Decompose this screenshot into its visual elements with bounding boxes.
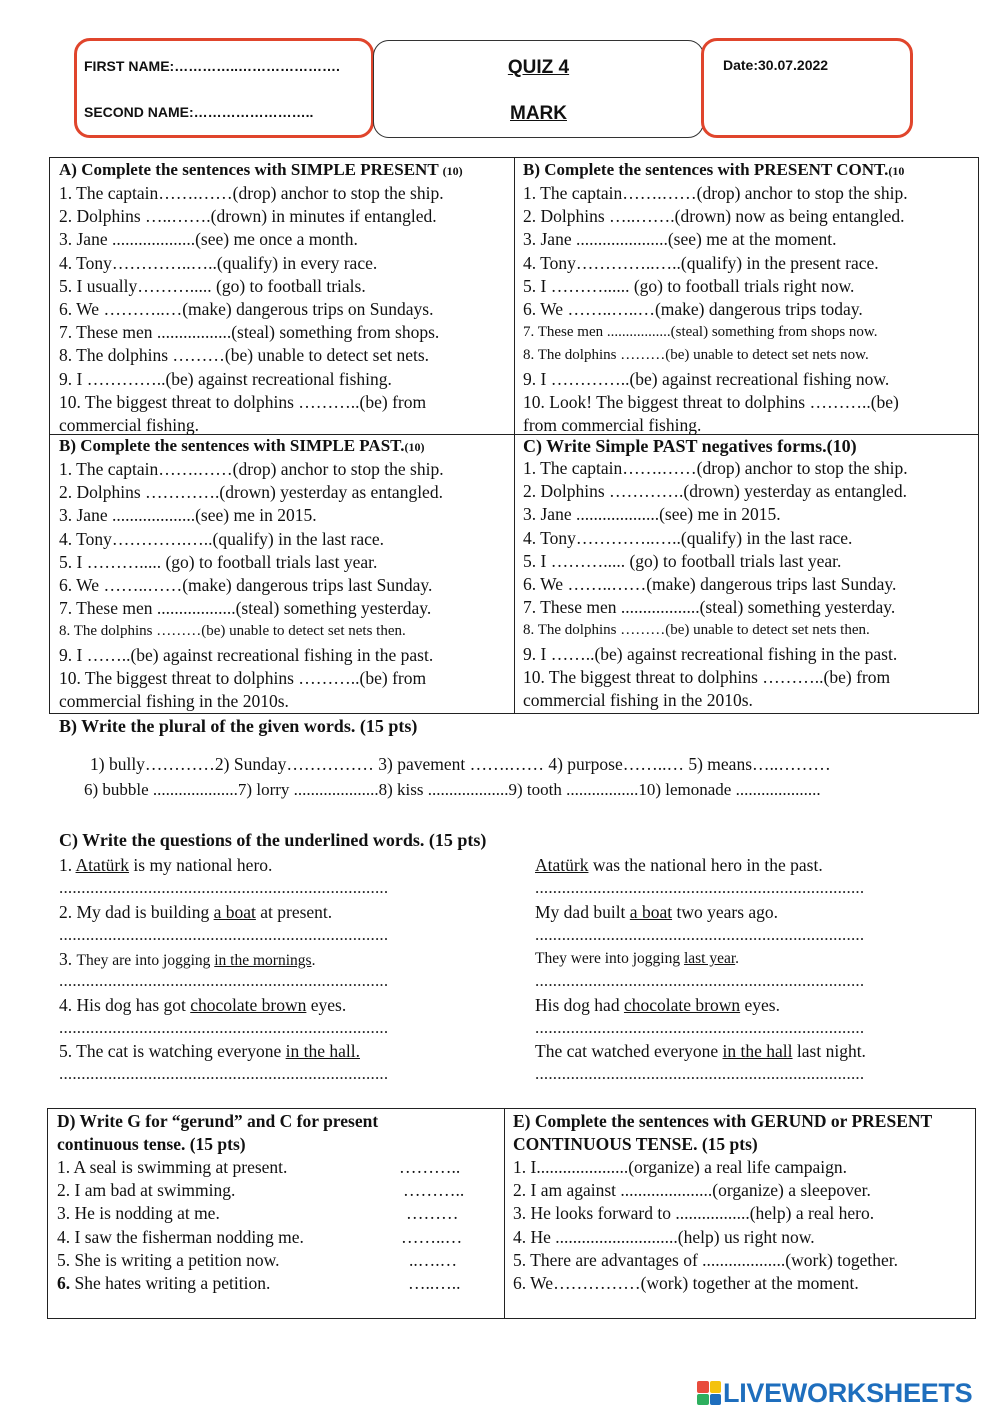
exercise-line: commercial fishing in the 2010s. bbox=[59, 691, 289, 712]
gerund-row: 1. A seal is swimming at present. ……….. bbox=[57, 1156, 497, 1179]
name-box bbox=[74, 38, 374, 138]
simple-past-section bbox=[59, 435, 511, 713]
answer-line[interactable]: .......................................................................... bbox=[535, 1018, 865, 1037]
answer-line[interactable]: .......................................................................... bbox=[535, 971, 865, 990]
exercise-line[interactable]: 3. Jane ...................(see) me in 2015. bbox=[523, 504, 781, 525]
simple-present-section bbox=[59, 159, 511, 437]
exercise-line[interactable]: 4. Tony…………..…..(qualify) in every race. bbox=[59, 252, 378, 273]
gerund-row: 2. I am bad at swimming. ……….. bbox=[57, 1179, 497, 1202]
exercise-line[interactable]: 5. There are advantages of ...................(work) together. bbox=[513, 1249, 899, 1270]
gerund-row: 4. I saw the fisherman nodding me. ……..… bbox=[57, 1226, 497, 1249]
exercise-line[interactable]: 2. Dolphins ………….(drown) yesterday as entangled. bbox=[523, 481, 907, 502]
present-continuous-title: B) Complete the sentences with PRESENT CONT.(10 bbox=[523, 160, 905, 179]
exercise-line[interactable]: 10. Look! The biggest threat to dolphins ………..(be) bbox=[523, 391, 899, 412]
gerund-complete-section bbox=[513, 1110, 973, 1295]
answer-blank[interactable]: ……….. bbox=[399, 1157, 461, 1177]
quiz-box bbox=[373, 40, 704, 138]
plural-line-1[interactable]: 1) bully…………2) Sunday…………… 3) pavement …….…… 4) purpose……..… 5) means…..……… bbox=[90, 754, 831, 774]
question-prompt-5-left: 5. The cat is watching everyone in the hall. bbox=[59, 1041, 360, 1061]
date-box bbox=[701, 38, 913, 138]
gerund-row: 3. He is nodding at me. ……… bbox=[57, 1202, 497, 1225]
exercise-line[interactable]: 6. We ……..……(make) dangerous trips last Sunday. bbox=[523, 574, 897, 595]
exercise-line[interactable]: 1. The captain…….……(drop) anchor to stop the ship. bbox=[523, 458, 908, 478]
gerund-identify-title: D) Write G for “gerund” and C for present continuous tense. (15 pts) bbox=[57, 1111, 379, 1154]
question-prompt-2-left: 2. My dad is building a boat at present. bbox=[59, 902, 333, 922]
exercise-line[interactable]: 9. I ……..(be) against recreational fishing in the past. bbox=[523, 643, 898, 664]
exercise-line[interactable]: 6. We……………(work) together at the moment. bbox=[513, 1273, 859, 1294]
second-name-label[interactable]: SECOND NAME:…………………….. bbox=[84, 104, 314, 120]
gerund-row: 6. She hates writing a petition. …..….. bbox=[57, 1272, 497, 1295]
logo-text: LIVEWORKSHEETS bbox=[723, 1377, 973, 1408]
exercise-line[interactable]: 10. The biggest threat to dolphins ………..(be) from bbox=[523, 666, 891, 687]
answer-line[interactable]: .......................................................................... bbox=[59, 1064, 389, 1083]
exercise-line[interactable]: 4. Tony…………..…..(qualify) in the present race. bbox=[523, 252, 879, 273]
question-prompt-4-right: His dog had chocolate brown eyes. bbox=[535, 995, 780, 1015]
simple-present-title: A) Complete the sentences with SIMPLE PRESENT (10) bbox=[59, 160, 463, 179]
exercise-line[interactable]: 7. These men ..................(steal) something yesterday. bbox=[523, 597, 896, 618]
exercise-line[interactable]: 7. These men .................(steal) something from shops now. bbox=[523, 324, 878, 341]
exercise-line[interactable]: 7. These men ..................(steal) something yesterday. bbox=[59, 598, 432, 619]
past-negative-section bbox=[523, 435, 975, 712]
exercise-line[interactable]: 5. I usually………..... (go) to football trials. bbox=[59, 275, 366, 296]
answer-line[interactable]: .......................................................................... bbox=[535, 1064, 865, 1083]
liveworksheets-logo bbox=[697, 1377, 973, 1408]
gerund-complete-title: E) Complete the sentences with GERUND or PRESENT CONTINUOUS TENSE. (15 pts) bbox=[513, 1111, 932, 1154]
exercise-line[interactable]: 5. I ………..... (go) to football trials last year. bbox=[59, 551, 378, 572]
exercise-line[interactable]: 9. I …………..(be) against recreational fishing now. bbox=[523, 368, 890, 389]
answer-line[interactable]: .......................................................................... bbox=[59, 971, 389, 990]
exercise-line[interactable]: 6. We ……..……(make) dangerous trips last Sunday. bbox=[59, 575, 433, 596]
exercise-line[interactable]: 2. Dolphins …..…….(drown) now as being entangled. bbox=[523, 206, 905, 227]
exercise-line[interactable]: 8. The dolphins ………(be) unable to detect set nets then. bbox=[523, 622, 870, 639]
exercise-line[interactable]: 6. We ………..…(make) dangerous trips on Sundays. bbox=[59, 299, 434, 320]
answer-line[interactable]: .......................................................................... bbox=[535, 925, 865, 944]
first-name-label[interactable]: FIRST NAME:…………..…………………. bbox=[84, 58, 340, 74]
exercise-line[interactable]: 8. The dolphins ………(be) unable to detect set nets then. bbox=[59, 623, 406, 640]
question-prompt-4-left: 4. His dog has got chocolate brown eyes. bbox=[59, 995, 347, 1015]
answer-blank[interactable]: …..….. bbox=[408, 1272, 461, 1293]
exercise-line[interactable]: 1. The captain…….……(drop) anchor to stop the ship. bbox=[59, 183, 444, 203]
exercise-line[interactable]: 1. I.....................(organize) a real life campaign. bbox=[513, 1157, 847, 1177]
question-prompt-1-left: 1. Atatürk is my national hero. bbox=[59, 855, 273, 875]
exercise-line[interactable]: 9. I ……..(be) against recreational fishing in the past. bbox=[59, 644, 434, 665]
exercise-line[interactable]: 3. Jane ...................(see) me in 2015. bbox=[59, 505, 317, 526]
exercise-line[interactable]: 10. The biggest threat to dolphins ………..(be) from bbox=[59, 667, 427, 688]
question-prompt-3-left: 3. They are into jogging in the mornings. bbox=[59, 949, 316, 969]
exercise-line[interactable]: 8. The dolphins ………(be) unable to detect set nets. bbox=[59, 345, 430, 366]
exercise-line[interactable]: 2. Dolphins …..…….(drown) in minutes if entangled. bbox=[59, 206, 437, 227]
gerund-row: 5. She is writing a petition now. ..….… bbox=[57, 1249, 497, 1272]
past-negative-title: C) Write Simple PAST negatives forms.(10) bbox=[523, 436, 857, 456]
answer-blank[interactable]: ……….. bbox=[403, 1180, 465, 1201]
answer-line[interactable]: .......................................................................... bbox=[59, 878, 389, 897]
answer-blank[interactable]: ..….… bbox=[409, 1249, 458, 1270]
question-prompt-2-right: My dad built a boat two years ago. bbox=[535, 902, 779, 922]
exercise-line[interactable]: 8. The dolphins ………(be) unable to detect set nets now. bbox=[523, 347, 869, 364]
mark-label[interactable]: MARK bbox=[510, 103, 567, 124]
exercise-line: commercial fishing in the 2010s. bbox=[523, 690, 753, 711]
exercise-line[interactable]: 7. These men .................(steal) something from shops. bbox=[59, 322, 440, 343]
question-prompt-5-right: The cat watched everyone in the hall last night. bbox=[535, 1041, 866, 1061]
exercise-line: commercial fishing. bbox=[59, 415, 199, 436]
exercise-line[interactable]: 6. We ……..…..…(make) dangerous trips today. bbox=[523, 299, 863, 320]
answer-line[interactable]: .......................................................................... bbox=[59, 925, 389, 944]
answer-line[interactable]: .......................................................................... bbox=[59, 1018, 389, 1037]
question-prompt-1-right: Atatürk was the national hero in the past. bbox=[535, 855, 823, 875]
plural-line-2[interactable]: 6) bubble ....................7) lorry ....................8) kiss ...................9) tooth .................10) lemonade .................... bbox=[84, 780, 821, 799]
exercise-line[interactable]: 3. He looks forward to .................(help) a real hero. bbox=[513, 1203, 875, 1224]
table-divider-vertical bbox=[514, 157, 515, 714]
exercise-line[interactable]: 3. Jane ...................(see) me once a month. bbox=[59, 229, 358, 250]
exercise-line[interactable]: 10. The biggest threat to dolphins ………..(be) from bbox=[59, 391, 427, 412]
answer-line[interactable]: .......................................................................... bbox=[535, 878, 865, 897]
exercise-line[interactable]: 5. I ………..... (go) to football trials last year. bbox=[523, 550, 842, 571]
exercise-line[interactable]: 9. I …………..(be) against recreational fishing. bbox=[59, 368, 392, 389]
exercise-line[interactable]: 4. Tony…………..…..(qualify) in the last race. bbox=[523, 527, 853, 548]
questions-section-title: C) Write the questions of the underlined words. (15 pts) bbox=[59, 830, 487, 850]
table-divider-vertical bbox=[504, 1108, 505, 1319]
simple-past-title: B) Complete the sentences with SIMPLE PAST.(10) bbox=[59, 436, 425, 455]
exercise-line: from commercial fishing. bbox=[523, 415, 702, 436]
exercise-line[interactable]: 5. I ………...... (go) to football trials right now. bbox=[523, 275, 855, 296]
gerund-identify-section bbox=[57, 1110, 497, 1295]
answer-blank[interactable]: ……… bbox=[406, 1203, 459, 1224]
quiz-title: QUIZ 4 bbox=[507, 57, 570, 78]
plural-section-title: B) Write the plural of the given words. (15 pts) bbox=[59, 716, 418, 736]
answer-blank[interactable]: ……..… bbox=[401, 1226, 463, 1247]
exercise-line[interactable]: 1. The captain…….……(drop) anchor to stop the ship. bbox=[59, 459, 444, 479]
exercise-line[interactable]: 1. The captain…….……(drop) anchor to stop the ship. bbox=[523, 183, 908, 203]
logo-icon bbox=[697, 1381, 721, 1405]
present-continuous-section bbox=[523, 159, 975, 437]
exercise-line[interactable]: 3. Jane .....................(see) me at the moment. bbox=[523, 229, 837, 250]
exercise-line[interactable]: 2. Dolphins ………….(drown) yesterday as entangled. bbox=[59, 482, 443, 503]
question-prompt-3-right: They were into jogging last year. bbox=[535, 950, 740, 967]
exercise-line[interactable]: 2. I am against .....................(organize) a sleepover. bbox=[513, 1180, 871, 1201]
exercise-line[interactable]: 4. Tony………….…..(qualify) in the last race. bbox=[59, 528, 385, 549]
date-label: Date:30.07.2022 bbox=[723, 57, 829, 73]
exercise-line[interactable]: 4. He ............................(help) us right now. bbox=[513, 1226, 815, 1247]
